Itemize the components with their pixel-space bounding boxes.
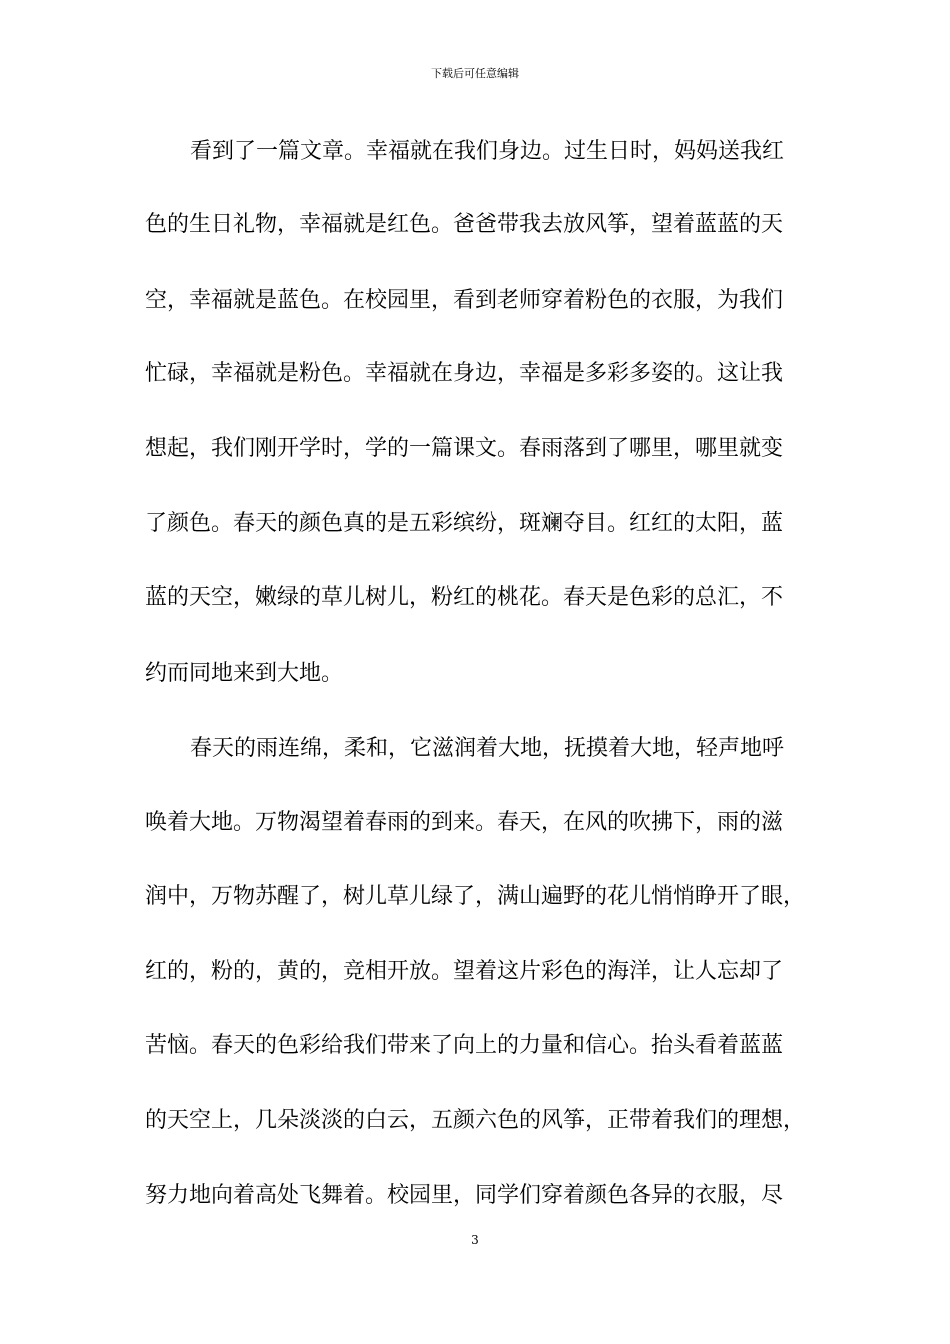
page-number: 3 <box>471 1233 479 1247</box>
paragraph-1-line-6: 了颜色。春天的颜色真的是五彩缤纷，斑斓夺目。红红的太阳，蓝 <box>145 511 784 536</box>
page-header: 下载后可任意编辑 <box>431 67 519 80</box>
paragraph-2-line-6: 的天空上，几朵淡淡的白云，五颜六色的风筝，正带着我们的理想， <box>145 1108 806 1133</box>
paragraph-2-line-2: 唤着大地。万物渴望着春雨的到来。春天，在风的吹拂下，雨的滋 <box>145 810 784 835</box>
paragraph-2-line-5: 苦恼。春天的色彩给我们带来了向上的力量和信心。抬头看着蓝蓝 <box>145 1033 784 1058</box>
paragraph-1-line-4: 忙碌，幸福就是粉色。幸福就在身边，幸福是多彩多姿的。这让我 <box>145 361 784 386</box>
paragraph-2-line-3: 润中，万物苏醒了，树儿草儿绿了，满山遍野的花儿悄悄睁开了眼， <box>145 884 806 909</box>
paragraph-1-line-5: 想起，我们刚开学时，学的一篇课文。春雨落到了哪里，哪里就变 <box>145 436 784 461</box>
paragraph-1-line-7: 蓝的天空，嫩绿的草儿树儿，粉红的桃花。春天是色彩的总汇，不 <box>145 585 784 610</box>
paragraph-1-line-2: 色的生日礼物，幸福就是红色。爸爸带我去放风筝，望着蓝蓝的天 <box>145 212 784 237</box>
paragraph-1-line-8: 约而同地来到大地。 <box>145 661 344 686</box>
paragraph-2-line-7: 努力地向着高处飞舞着。校园里，同学们穿着颜色各异的衣服，尽 <box>145 1183 784 1208</box>
paragraph-2-line-4: 红的，粉的，黄的，竞相开放。望着这片彩色的海洋，让人忘却了 <box>145 959 784 984</box>
paragraph-1-line-1: 看到了一篇文章。幸福就在我们身边。过生日时，妈妈送我红 <box>190 139 785 164</box>
paragraph-2-line-1: 春天的雨连绵，柔和，它滋润着大地，抚摸着大地，轻声地呼 <box>190 736 785 761</box>
paragraph-1-line-3: 空，幸福就是蓝色。在校园里，看到老师穿着粉色的衣服，为我们 <box>145 288 784 313</box>
